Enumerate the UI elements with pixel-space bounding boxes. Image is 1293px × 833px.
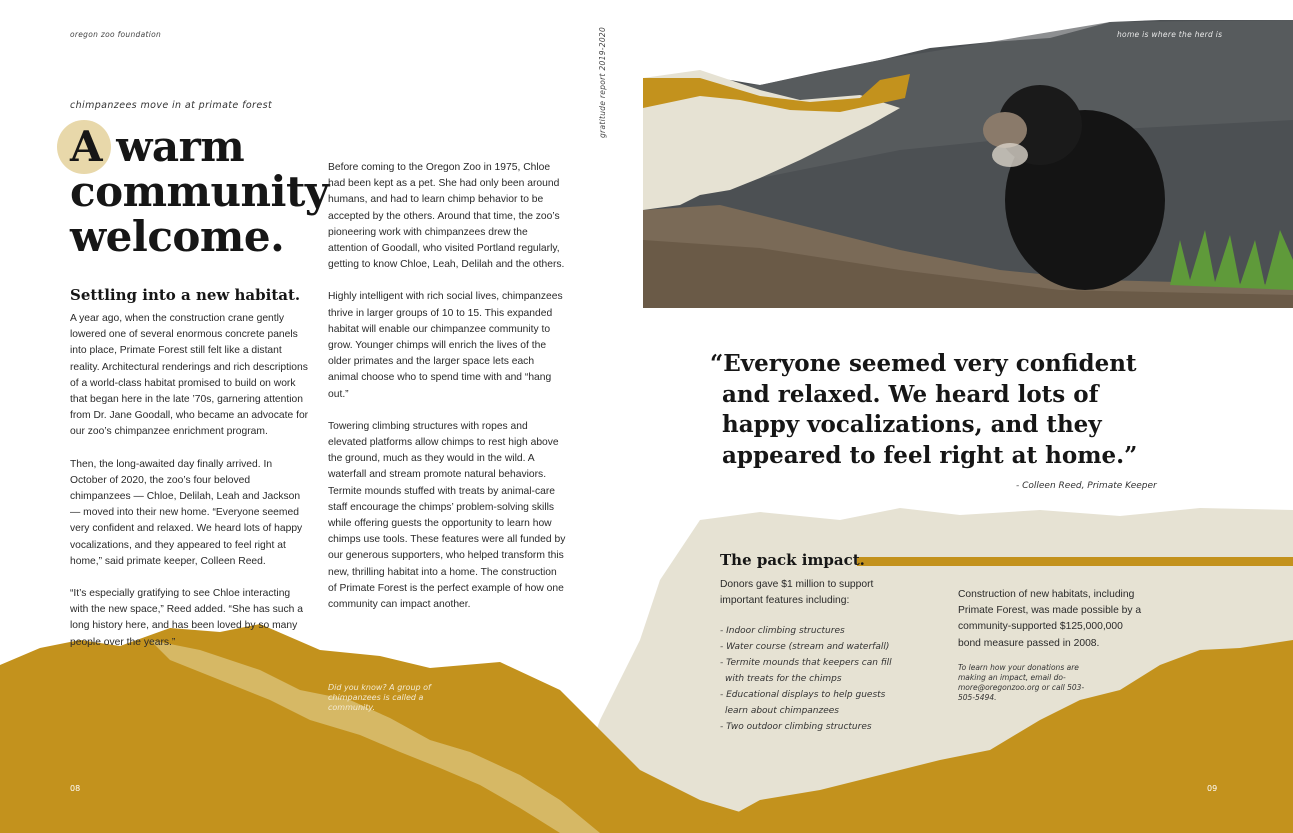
paragraph: Highly intelligent with rich social lives, chimpanzees thrive in larger groups of 10 to 15. This expanded habitat will enable our chimpanzee community to grow. Younger chimps will enrich the lives of the older primates and the larger space lets each animal choose who to spend time with and “hang out.” — [328, 291, 563, 400]
pack-impact-heading: The pack impact. — [720, 551, 865, 569]
list-item: - Two outdoor climbing structures — [720, 722, 872, 732]
page-number-right: 09 — [1207, 784, 1218, 793]
headline-line-2: community — [70, 167, 329, 216]
pack-intro: Donors gave $1 million to support important features including: — [720, 579, 874, 607]
tagline: home is where the herd is — [1117, 30, 1223, 39]
paragraph: Then, the long-awaited day finally arrived. In October of 2020, the zoo’s four beloved chimpanzees — Chloe, Delilah, Leah and Jackson — moved into their new home. “Everyone seemed very confident and relaxed. We heard lots of happy vocalizations, and they appeared to feel right at home,” said primate keeper, Colleen Reed. — [70, 458, 303, 567]
body-column-1 — [70, 311, 310, 667]
body-column-2 — [328, 160, 566, 629]
section-subhead: Settling into a new habitat. — [70, 286, 301, 304]
chimpanzee-photo — [643, 20, 1293, 308]
pull-quote: “Everyone seemed very confident and relaxed. We heard lots of happy vocalizations, and they appeared to feel right at home.” — [710, 350, 1138, 469]
paragraph: “It’s especially gratifying to see Chloe interacting with the new space,” Reed added. “She has such a long history here, and has been loved by so many people over the years.” — [70, 588, 303, 648]
list-item: - Water course (stream and waterfall) — [720, 642, 890, 652]
page-title — [70, 124, 330, 259]
headline-line-3: welcome. — [70, 212, 285, 261]
article-kicker: chimpanzees move in at primate forest — [70, 100, 273, 111]
org-name: oregon zoo foundation — [70, 30, 162, 39]
learn-more-text: To learn how your donations are making an impact, email do-more@oregonzoo.org or call 503-505-5494. — [958, 663, 1085, 702]
pack-impact-rule — [857, 557, 1293, 566]
list-item: - Indoor climbing structures — [720, 626, 845, 636]
paragraph: A year ago, when the construction crane gently lowered one of several enormous concrete panels into place, Primate Forest still felt like a distant reality. Architectural renderings and rich descriptions of a world-class habitat promised to build on work that began here in the late ’70s, garnering attention from Dr. Jane Goodall, who became an advocate for our zoo’s chimpanzee enrichment program. — [70, 313, 309, 438]
page-number-left: 08 — [70, 784, 81, 793]
list-item: - Termite mounds that keepers can fill with treats for the chimps — [720, 658, 892, 684]
paragraph: Towering climbing structures with ropes and elevated platforms allow chimps to rest high above the ground, much as they would in the wild. A waterfall and stream promote natural behaviors. Termite mounds stuffed with treats by animal-care staff encourage the chimps’ problem-solving skills while offering guests the opportunity to learn how chimps use tools. These features were all funded by our generous supporters, who helped transform this new, thrilling habitat into a home. The construction of Primate Forest is the perfect example of how one community can impact another. — [328, 420, 566, 611]
list-item: - Educational displays to help guests learn about chimpanzees — [720, 690, 886, 716]
paragraph: Before coming to the Oregon Zoo in 1975, Chloe had been kept as a pet. She had only been around humans, and had to learn chimp behavior to be accepted by the others. Around that time, the zoo’s pioneering work with chimpanzees drew the attention of Goodall, who visited Portland regularly, getting to know Chloe, Leah, Delilah and the others. — [328, 162, 565, 271]
did-you-know: Did you know? A group of chimpanzees is called a community. — [328, 683, 431, 712]
spine-label: gratitude report 2019-2020 — [598, 26, 607, 138]
quote-attribution: - Colleen Reed, Primate Keeper — [1016, 481, 1157, 491]
headline-line-1: A warm — [70, 122, 245, 171]
construction-text: Construction of new habitats, including Primate Forest, was made possible by a community-supported $125,000,000 bond measure passed in 2008. — [958, 589, 1142, 649]
features-list — [720, 623, 895, 735]
